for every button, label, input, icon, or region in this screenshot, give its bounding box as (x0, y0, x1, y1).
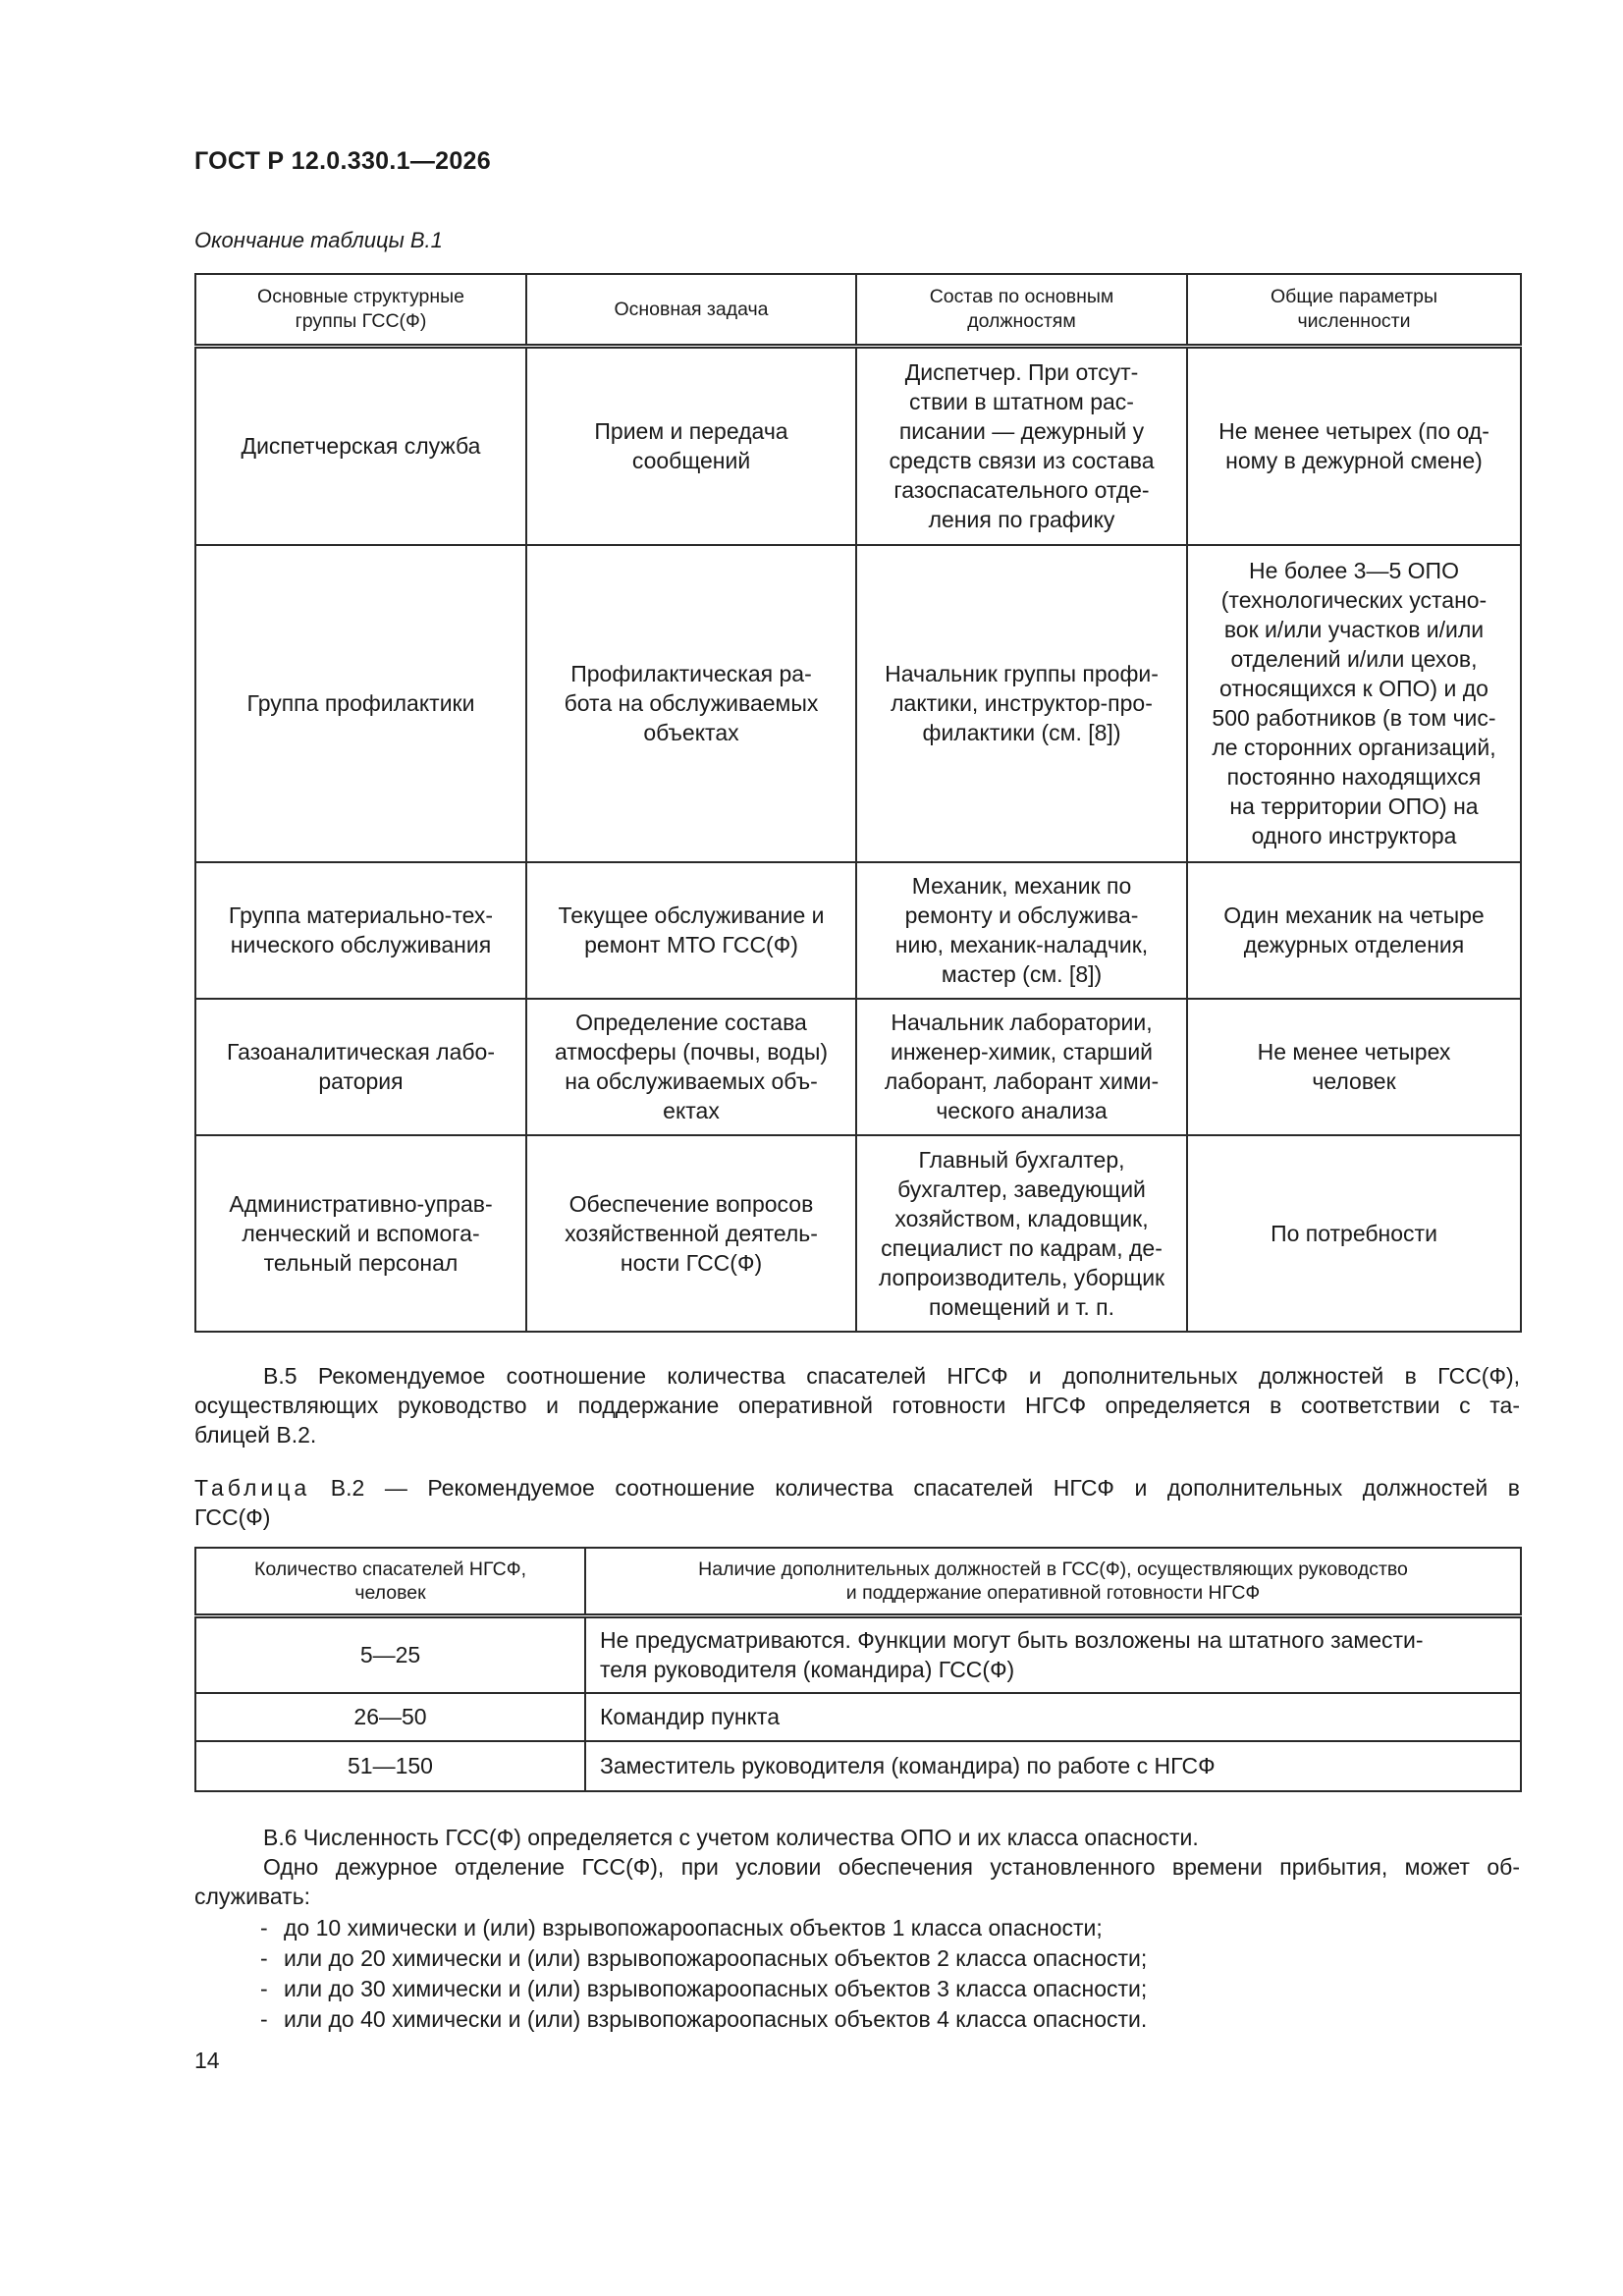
table-cell: 51—150 (195, 1741, 585, 1791)
list-item (260, 2004, 1147, 2035)
table-row (195, 1741, 1521, 1791)
table-cell: Профилактическая ра- бота на обслуживаемых объектах (526, 545, 856, 862)
table-cell: Диспетчерская служба (195, 347, 526, 545)
column-header: Основные структурные группы ГСС(Ф) (195, 274, 526, 347)
hazard-class-list (260, 1913, 1147, 2035)
dash-bullet: - (260, 1976, 268, 2001)
table-cell: Группа материально-тех- нического обслуживания (195, 862, 526, 999)
list-item-text: до 10 химически и (или) взрывопожароопасных объектов 1 класса опасности; (284, 1915, 1103, 1941)
column-header: Состав по основным должностям (856, 274, 1187, 347)
table-row (195, 1135, 1521, 1332)
table-label: Таблица (194, 1475, 311, 1501)
document-code: ГОСТ Р 12.0.330.1—2026 (194, 147, 491, 175)
table-header-row (195, 1548, 1521, 1616)
paragraph-b5 (194, 1361, 1520, 1449)
list-item-text: или до 40 химически и (или) взрывопожароопасных объектов 4 класса опасности. (284, 2006, 1148, 2032)
column-header: Количество спасателей НГСФ, человек (195, 1548, 585, 1616)
column-header: Наличие дополнительных должностей в ГСС(Ф), осуществляющих руководство и поддержание оперативной готовности НГСФ (585, 1548, 1521, 1616)
dash-bullet: - (260, 1915, 268, 1941)
table-cell: Механик, механик по ремонту и обслужива- нию, механик-наладчик, мастер (см. [8]) (856, 862, 1187, 999)
table-b2-title (194, 1473, 1520, 1532)
table-cell: Прием и передача сообщений (526, 347, 856, 545)
table-cell: Обеспечение вопросов хозяйственной деятель- ности ГСС(Ф) (526, 1135, 856, 1332)
dash-bullet: - (260, 2006, 268, 2032)
table-title-line (194, 1473, 1520, 1503)
table-cell: По потребности (1187, 1135, 1521, 1332)
table-title-text: В.2 — Рекомендуемое соотношение количества спасателей НГСФ и дополнительных должностей в (330, 1475, 1520, 1501)
table-title-line: ГСС(Ф) (194, 1504, 271, 1530)
paragraph-line: В.5 Рекомендуемое соотношение количества спасателей НГСФ и дополнительных должностей в ГСС(Ф), (263, 1363, 1520, 1389)
table-cell: Группа профилактики (195, 545, 526, 862)
table-continuation-caption: Окончание таблицы В.1 (194, 228, 443, 252)
table-cell: 5—25 (195, 1616, 585, 1693)
paragraph-b6 (194, 1823, 1520, 1911)
table-row (195, 545, 1521, 862)
table-cell: 26—50 (195, 1693, 585, 1741)
paragraph-line: блицей В.2. (194, 1422, 317, 1448)
table-cell: Определение состава атмосферы (почвы, воды) на обслуживаемых объ- ектах (526, 999, 856, 1135)
table-row (195, 1693, 1521, 1741)
paragraph-line: Одно дежурное отделение ГСС(Ф), при условии обеспечения установленного времени прибытия, может об- (263, 1854, 1520, 1880)
column-header: Основная задача (526, 274, 856, 347)
table-row (195, 1616, 1521, 1693)
table-cell: Один механик на четыре дежурных отделения (1187, 862, 1521, 999)
table-cell: Не предусматриваются. Функции могут быть возложены на штатного замести- теля руководителя (командира) ГСС(Ф) (585, 1616, 1521, 1693)
table-row (195, 999, 1521, 1135)
paragraph-line: служивать: (194, 1884, 311, 1909)
table-cell: Начальник лаборатории, инженер-химик, старший лаборант, лаборант хими- ческого анализа (856, 999, 1187, 1135)
table-cell: Главный бухгалтер, бухгалтер, заведующий хозяйством, кладовщик, специалист по кадрам, де- лопроизводитель, уборщик помещений и т. п. (856, 1135, 1187, 1332)
table-cell: Начальник группы профи- лактики, инструктор-про- филактики (см. [8]) (856, 545, 1187, 862)
table-row (195, 347, 1521, 545)
table-row (195, 862, 1521, 999)
paragraph-line: В.6 Численность ГСС(Ф) определяется с учетом количества ОПО и их класса опасности. (263, 1825, 1199, 1850)
table-cell: Диспетчер. При отсут- ствии в штатном рас- писании — дежурный у средств связи из состава газоспасательного отде- ления по графику (856, 347, 1187, 545)
table-cell: Административно-управ- ленческий и вспомога- тельный персонал (195, 1135, 526, 1332)
list-item (260, 1943, 1147, 1974)
table-header-row (195, 274, 1521, 347)
list-item (260, 1974, 1147, 2004)
list-item-text: или до 30 химически и (или) взрывопожароопасных объектов 3 класса опасности; (284, 1976, 1148, 2001)
table-cell: Не более 3—5 ОПО (технологических устано- вок и/или участков и/или отделений и/или цехов, относящихся к ОПО) и до 500 работников (в том чис- ле сторонних организаций, постоянно находящихся на территории ОПО) на одного инструктора (1187, 545, 1521, 862)
table-b2 (194, 1547, 1522, 1792)
table-cell: Не менее четырех (по од- ному в дежурной смене) (1187, 347, 1521, 545)
table-cell: Не менее четырех человек (1187, 999, 1521, 1135)
paragraph-line: осуществляющих руководство и поддержание оперативной готовности НГСФ определяется в соответствии с та- (194, 1393, 1520, 1418)
page-number: 14 (194, 2048, 220, 2073)
table-cell: Заместитель руководителя (командира) по работе с НГСФ (585, 1741, 1521, 1791)
table-b1-continuation (194, 273, 1522, 1333)
list-item (260, 1913, 1147, 1943)
table-cell: Командир пункта (585, 1693, 1521, 1741)
table-cell: Газоаналитическая лабо- ратория (195, 999, 526, 1135)
list-item-text: или до 20 химически и (или) взрывопожароопасных объектов 2 класса опасности; (284, 1945, 1148, 1971)
column-header: Общие параметры численности (1187, 274, 1521, 347)
table-cell: Текущее обслуживание и ремонт МТО ГСС(Ф) (526, 862, 856, 999)
dash-bullet: - (260, 1945, 268, 1971)
